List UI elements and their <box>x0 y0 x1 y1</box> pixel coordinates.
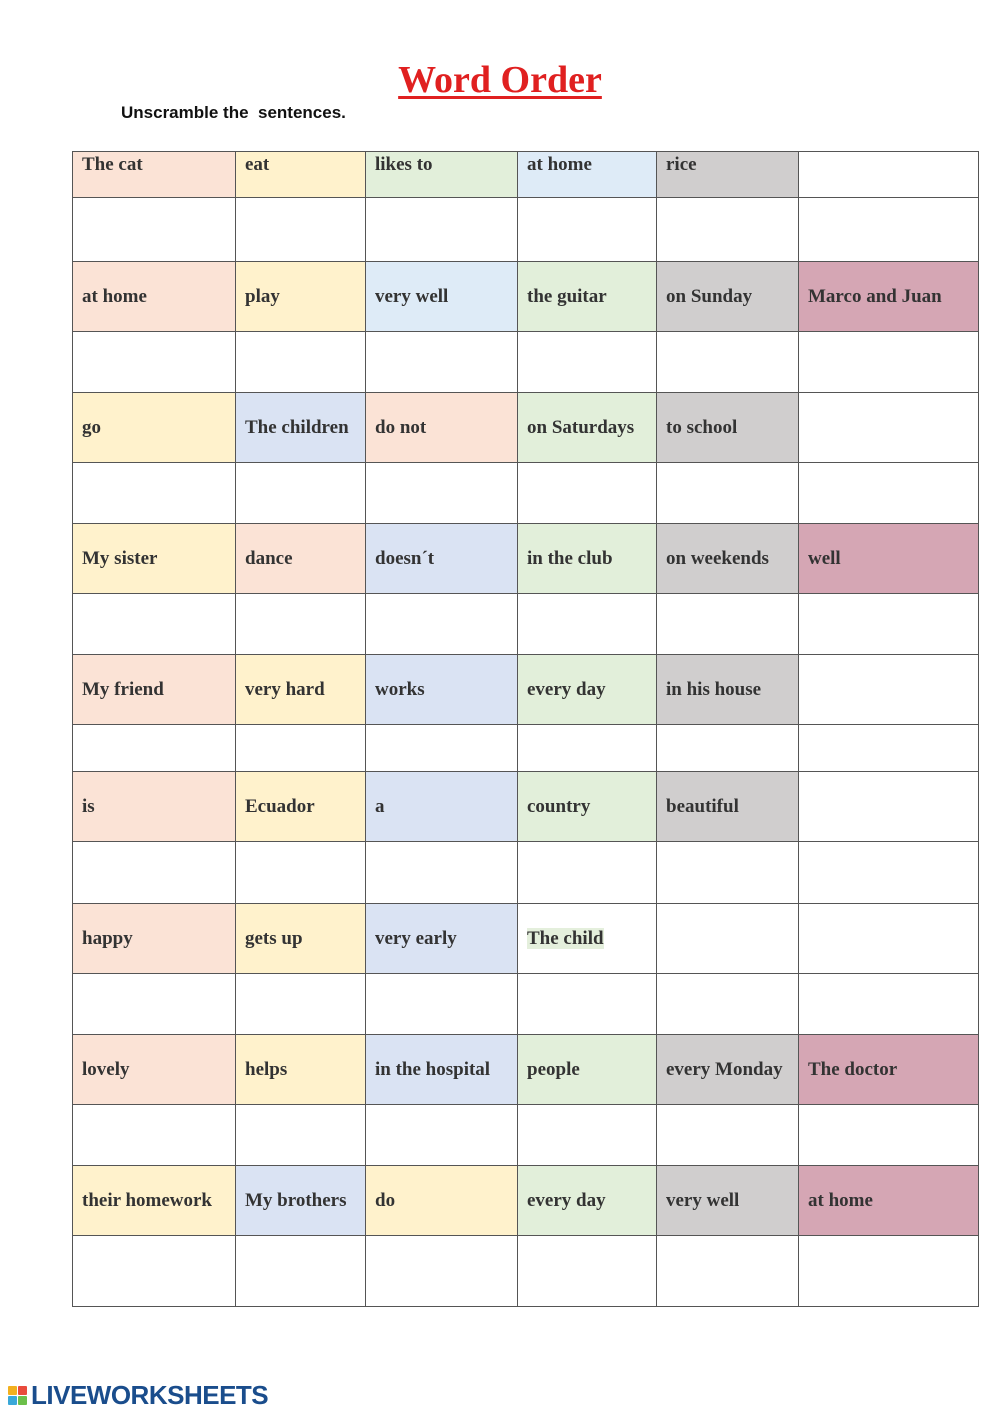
word-text: rice <box>666 154 697 175</box>
word-tile <box>799 393 979 463</box>
answer-drop-cell[interactable] <box>799 842 979 904</box>
answer-row <box>73 725 979 772</box>
word-row <box>73 655 979 725</box>
word-text: My sister <box>82 547 158 569</box>
word-tile[interactable] <box>73 262 236 332</box>
word-tile <box>799 772 979 842</box>
word-text: a <box>375 795 385 817</box>
logo-square <box>18 1396 27 1405</box>
answer-drop-cell[interactable] <box>366 725 518 772</box>
word-text: very well <box>375 285 449 307</box>
word-text: play <box>245 285 280 307</box>
answer-drop-cell[interactable] <box>236 594 366 655</box>
word-tile[interactable] <box>518 1035 657 1105</box>
word-text: helps <box>245 1058 288 1080</box>
answer-drop-cell[interactable] <box>799 332 979 393</box>
word-tile[interactable] <box>366 904 518 974</box>
answer-row <box>73 1236 979 1307</box>
answer-drop-cell[interactable] <box>73 594 236 655</box>
word-text: every Monday <box>666 1058 783 1080</box>
word-text: at home <box>82 285 147 307</box>
word-tile[interactable] <box>236 772 366 842</box>
answer-drop-cell[interactable] <box>657 1236 799 1307</box>
word-text: in the hospital <box>375 1058 491 1080</box>
word-tile[interactable] <box>236 524 366 594</box>
answer-drop-cell[interactable] <box>236 1236 366 1307</box>
word-text: at home <box>808 1189 873 1211</box>
word-row <box>73 1035 979 1105</box>
answer-drop-cell[interactable] <box>236 463 366 524</box>
word-tile[interactable] <box>518 772 657 842</box>
answer-drop-cell[interactable] <box>366 594 518 655</box>
word-text: gets up <box>245 927 303 949</box>
answer-row <box>73 594 979 655</box>
answer-drop-cell[interactable] <box>518 725 657 772</box>
answer-drop-cell[interactable] <box>799 974 979 1035</box>
word-text: happy <box>82 927 133 949</box>
word-text: beautiful <box>666 795 739 817</box>
answer-row <box>73 1105 979 1166</box>
logo-square <box>18 1386 27 1395</box>
word-tile[interactable] <box>518 152 657 198</box>
word-text: very early <box>375 927 457 949</box>
word-text: to school <box>666 416 738 438</box>
answer-drop-cell[interactable] <box>366 842 518 904</box>
word-text: very hard <box>245 678 325 700</box>
answer-drop-cell[interactable] <box>799 1236 979 1307</box>
answer-drop-cell[interactable] <box>73 198 236 262</box>
word-tile[interactable] <box>518 904 657 974</box>
word-row <box>73 1166 979 1236</box>
word-tile <box>799 655 979 725</box>
word-tile[interactable] <box>657 772 799 842</box>
answer-drop-cell[interactable] <box>657 463 799 524</box>
answer-row <box>73 463 979 524</box>
word-tile[interactable] <box>73 524 236 594</box>
word-tile[interactable] <box>73 772 236 842</box>
word-text: likes to <box>375 154 433 175</box>
word-text: Ecuador <box>245 795 315 817</box>
word-tile[interactable] <box>366 1035 518 1105</box>
liveworksheets-logo-icon <box>8 1386 27 1405</box>
answer-drop-cell[interactable] <box>236 332 366 393</box>
answer-drop-cell[interactable] <box>657 1105 799 1166</box>
answer-drop-cell[interactable] <box>73 463 236 524</box>
word-row <box>73 524 979 594</box>
word-text: doesn´t <box>375 547 435 569</box>
answer-drop-cell[interactable] <box>236 198 366 262</box>
word-text: do not <box>375 416 427 438</box>
answer-drop-cell[interactable] <box>518 842 657 904</box>
word-tile[interactable] <box>236 262 366 332</box>
word-text: on weekends <box>666 547 769 569</box>
word-tile[interactable] <box>518 1166 657 1236</box>
word-tile[interactable] <box>366 152 518 198</box>
answer-drop-cell[interactable] <box>657 974 799 1035</box>
answer-drop-cell[interactable] <box>73 1236 236 1307</box>
word-text: at home <box>527 154 592 175</box>
answer-drop-cell[interactable] <box>799 725 979 772</box>
word-text: every day <box>527 1189 606 1211</box>
word-tile[interactable] <box>799 1166 979 1236</box>
word-tile[interactable] <box>657 1166 799 1236</box>
answer-row <box>73 974 979 1035</box>
answer-drop-cell[interactable] <box>518 974 657 1035</box>
answer-drop-cell[interactable] <box>657 332 799 393</box>
word-text: My friend <box>82 678 164 700</box>
word-text: very well <box>666 1189 740 1211</box>
word-tile[interactable] <box>799 1035 979 1105</box>
word-text: lovely <box>82 1058 130 1080</box>
word-tile[interactable] <box>366 393 518 463</box>
answer-drop-cell[interactable] <box>73 842 236 904</box>
word-text: My brothers <box>245 1189 347 1211</box>
answer-drop-cell[interactable] <box>73 332 236 393</box>
answer-drop-cell[interactable] <box>73 725 236 772</box>
answer-drop-cell[interactable] <box>518 332 657 393</box>
answer-drop-cell[interactable] <box>657 198 799 262</box>
word-tile[interactable] <box>518 262 657 332</box>
word-tile[interactable] <box>657 655 799 725</box>
answer-drop-cell[interactable] <box>657 725 799 772</box>
word-text: in the club <box>527 547 613 569</box>
word-tile[interactable] <box>236 393 366 463</box>
answer-row <box>73 332 979 393</box>
word-text: The cat <box>82 154 143 175</box>
answer-drop-cell[interactable] <box>799 594 979 655</box>
word-text: go <box>82 416 101 438</box>
instructions: Unscramble the sentences. <box>121 103 346 122</box>
footer-brand-text: LIVEWORKSHEETS <box>31 1379 269 1410</box>
word-tile[interactable] <box>73 655 236 725</box>
answer-drop-cell[interactable] <box>73 974 236 1035</box>
word-tile[interactable] <box>518 524 657 594</box>
answer-drop-cell[interactable] <box>657 842 799 904</box>
word-tile[interactable] <box>657 262 799 332</box>
word-tile[interactable] <box>366 1166 518 1236</box>
answer-drop-cell[interactable] <box>799 1105 979 1166</box>
word-tile <box>657 904 799 974</box>
answer-drop-cell[interactable] <box>518 1105 657 1166</box>
answer-drop-cell[interactable] <box>236 842 366 904</box>
word-tile <box>799 152 979 198</box>
word-text: Marco and Juan <box>808 285 942 307</box>
answer-drop-cell[interactable] <box>799 198 979 262</box>
word-text: do <box>375 1189 396 1211</box>
word-text: The child <box>527 927 604 949</box>
word-text: is <box>82 795 95 817</box>
word-tile[interactable] <box>73 152 236 198</box>
answer-drop-cell[interactable] <box>518 1236 657 1307</box>
answer-row <box>73 842 979 904</box>
answer-drop-cell[interactable] <box>518 463 657 524</box>
word-row <box>73 393 979 463</box>
answer-drop-cell[interactable] <box>366 198 518 262</box>
word-tile[interactable] <box>73 1035 236 1105</box>
word-tile[interactable] <box>657 393 799 463</box>
word-tile[interactable] <box>366 262 518 332</box>
word-text: people <box>527 1058 580 1080</box>
answer-drop-cell[interactable] <box>236 725 366 772</box>
word-text: the guitar <box>527 285 607 307</box>
word-text: their homework <box>82 1189 212 1211</box>
word-row <box>73 772 979 842</box>
answer-drop-cell[interactable] <box>366 1236 518 1307</box>
answer-drop-cell[interactable] <box>73 1105 236 1166</box>
answer-drop-cell[interactable] <box>518 198 657 262</box>
word-order-table <box>72 151 979 1307</box>
word-tile[interactable] <box>657 524 799 594</box>
answer-row <box>73 198 979 262</box>
answer-drop-cell[interactable] <box>657 594 799 655</box>
word-text: on Saturdays <box>527 416 635 438</box>
logo-square <box>8 1386 17 1395</box>
answer-drop-cell[interactable] <box>799 463 979 524</box>
word-text: The children <box>245 416 349 438</box>
word-text: on Sunday <box>666 285 753 307</box>
word-tile[interactable] <box>366 772 518 842</box>
word-text: well <box>808 547 841 569</box>
word-tile[interactable] <box>657 1035 799 1105</box>
answer-drop-cell[interactable] <box>366 1105 518 1166</box>
answer-drop-cell[interactable] <box>236 1105 366 1166</box>
word-row <box>73 152 979 198</box>
word-text: every day <box>527 678 606 700</box>
word-tile[interactable] <box>236 152 366 198</box>
word-tile[interactable] <box>366 524 518 594</box>
answer-drop-cell[interactable] <box>518 594 657 655</box>
answer-drop-cell[interactable] <box>366 332 518 393</box>
word-tile[interactable] <box>366 655 518 725</box>
word-text: works <box>375 678 425 700</box>
word-tile[interactable] <box>236 1166 366 1236</box>
word-tile[interactable] <box>236 655 366 725</box>
footer-brand <box>8 1380 268 1410</box>
word-row <box>73 904 979 974</box>
word-text: in his house <box>666 678 762 700</box>
word-row <box>73 262 979 332</box>
word-tile[interactable] <box>236 1035 366 1105</box>
word-text: The doctor <box>808 1058 898 1080</box>
logo-square <box>8 1396 17 1405</box>
answer-drop-cell[interactable] <box>366 463 518 524</box>
word-text: eat <box>245 154 270 175</box>
word-tile[interactable] <box>799 262 979 332</box>
word-tile[interactable] <box>799 524 979 594</box>
word-tile[interactable] <box>518 655 657 725</box>
word-tile[interactable] <box>518 393 657 463</box>
worksheet-title: Word Order <box>398 59 602 101</box>
word-tile[interactable] <box>657 152 799 198</box>
word-text: country <box>527 795 591 817</box>
word-tile[interactable] <box>73 393 236 463</box>
word-tile[interactable] <box>236 904 366 974</box>
word-tile[interactable] <box>73 1166 236 1236</box>
answer-drop-cell[interactable] <box>366 974 518 1035</box>
word-tile <box>799 904 979 974</box>
word-tile[interactable] <box>73 904 236 974</box>
word-text: dance <box>245 547 293 569</box>
answer-drop-cell[interactable] <box>236 974 366 1035</box>
